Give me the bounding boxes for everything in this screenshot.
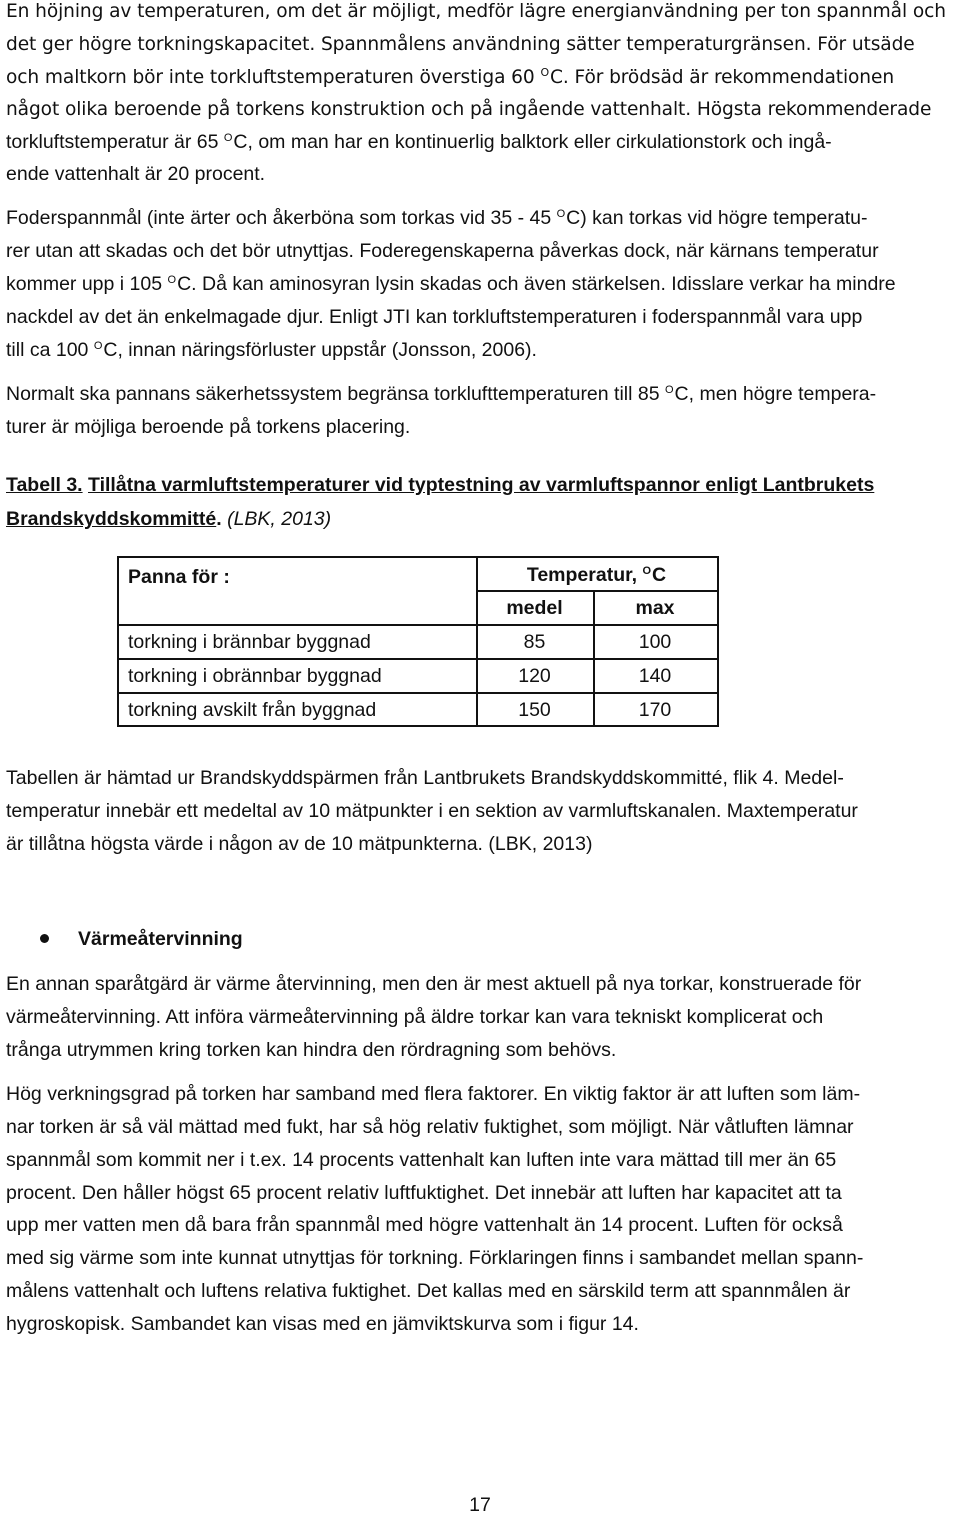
table-row-label: torkning i brännbar byggnad: [128, 631, 371, 653]
table-cell-max: 170: [638, 699, 672, 721]
text-line: Foderspannmål (inte ärter och åkerböna som torkas vid 35 - 45 $^O$C) kan torkas vid högre temperatu-: [6, 207, 868, 229]
text-line: är tillåtna högsta värde i någon av de 10 mätpunkterna. (LBK, 2013): [6, 833, 593, 855]
text-line: och maltkorn bör inte torkluftstemperaturen överstiga 60 $^O$C. För brödsäd är rekommendationen: [6, 66, 895, 88]
text-line: Tabellen är hämtad ur Brandskyddspärmen från Lantbrukets Brandskyddskommitté, flik 4. Medel-: [6, 767, 844, 789]
text-line: hygroskopisk. Sambandet kan visas med en jämviktskurva som i figur 14.: [6, 1313, 639, 1335]
text-line: spannmål som kommit ner i t.ex. 14 procents vattenhalt kan luften inte vara mättad till mer än 65: [6, 1149, 837, 1171]
text-line: trånga utrymmen kring torken kan hindra den rördragning som behövs.: [6, 1039, 617, 1061]
table-title: Tillåtna varmluftstemperaturer vid typtestning av varmluftspannor enligt Lantbrukets: [88, 474, 875, 496]
table-header-max: max: [635, 597, 675, 619]
table-source: (LBK, 2013): [227, 508, 332, 530]
text-line: något olika beroende på torkens konstruktion och på ingående vattenhalt. Högsta rekommenderade: [6, 99, 932, 120]
page-number: 17: [469, 1494, 491, 1516]
text-line: nackdel av det än enkelmagade djur. Enligt JTI kan torkluftstemperaturen i foderspannmål vara upp: [6, 306, 863, 328]
section-heading: Värmeåtervinning: [78, 928, 243, 950]
table-row-label: torkning avskilt från byggnad: [128, 699, 377, 721]
table-cell-max: 140: [638, 665, 672, 687]
bullet-icon: [40, 934, 49, 943]
table-title-cont: Brandskyddskommitté: [6, 508, 217, 530]
text-line: ende vattenhalt är 20 procent.: [6, 163, 266, 185]
table-header-temperature: Temperatur, $^O$C: [526, 564, 667, 586]
text-line: temperatur innebär ett medeltal av 10 mätpunkter i en sektion av varmluftskanalen. Maxtemperatur: [6, 800, 858, 822]
table-header-medel: medel: [506, 597, 563, 619]
text-line: En annan sparåtgärd är värme återvinning, men den är mest aktuell på nya torkar, konstruerade för: [6, 973, 862, 995]
table-cell-medel: 120: [518, 665, 551, 687]
text-line: målens vattenhalt och luftens relativa fuktighet. Det kallas med en särskild term att spannmålen är: [6, 1280, 851, 1302]
text-line: upp mer vatten men då bara från spannmål med högre vattenhalt än 14 procent. Luften för också: [6, 1214, 843, 1236]
table-cell-medel: 150: [518, 699, 551, 721]
table-cell-max: 100: [638, 631, 672, 653]
text-line: En höjning av temperaturen, om det är möjligt, medför lägre energianvändning per ton spannmål och: [6, 1, 946, 22]
caption-line: Brandskyddskommitté. (LBK, 2013): [6, 508, 332, 530]
text-line: till ca 100 $^O$C, innan näringsförluster uppstår (Jonsson, 2006).: [6, 339, 537, 361]
text-line: med sig värme som inte kunnat utnyttjas för torkning. Förklaringen finns i sambandet mellan spann-: [6, 1247, 864, 1269]
text-line: nar torken är så väl mättad med fukt, har så hög relativ fuktighet, som möjligt. När våtluften lämnar: [6, 1116, 854, 1138]
text-line: kommer upp i 105 $^O$C. Då kan aminosyran lysin skadas och även stärkelsen. Idisslare verkar ha mindre: [6, 273, 896, 295]
text-line: rer utan att skadas och det bör utnyttjas. Foderegenskaperna påverkas dock, när kärnans temperatur: [6, 240, 879, 262]
temperature-table: [117, 556, 717, 726]
text-line: Normalt ska pannans säkerhetssystem begränsa torklufttemperaturen till 85 $^O$C, men högre tempera-: [6, 383, 877, 405]
text-line: det ger högre torkningskapacitet. Spannmålens användning sätter temperaturgränsen. För utsäde: [6, 34, 915, 55]
table-row-label: torkning i obrännbar byggnad: [128, 665, 382, 687]
caption-line: [6, 473, 874, 497]
table-cell-medel: 85: [523, 631, 546, 653]
text-line: värmeåtervinning. Att införa värmeåtervinning på äldre torkar kan vara tekniskt komplicerat och: [6, 1006, 824, 1028]
text-line: torkluftstemperatur är 65 $^O$C, om man har en kontinuerlig balktork eller cirkulationstork och ingå-: [6, 131, 832, 153]
text-line: Hög verkningsgrad på torken har samband med flera faktorer. En viktig faktor är att luften som läm-: [6, 1083, 861, 1105]
text-line: turer är möjliga beroende på torkens placering.: [6, 416, 411, 438]
table-label: Tabell 3.: [6, 474, 83, 496]
text-line: procent. Den håller högst 65 procent relativ luftfuktighet. Det innebär att luften har kapacitet att ta: [6, 1182, 842, 1204]
table-header-panna: Panna för :: [128, 566, 230, 588]
